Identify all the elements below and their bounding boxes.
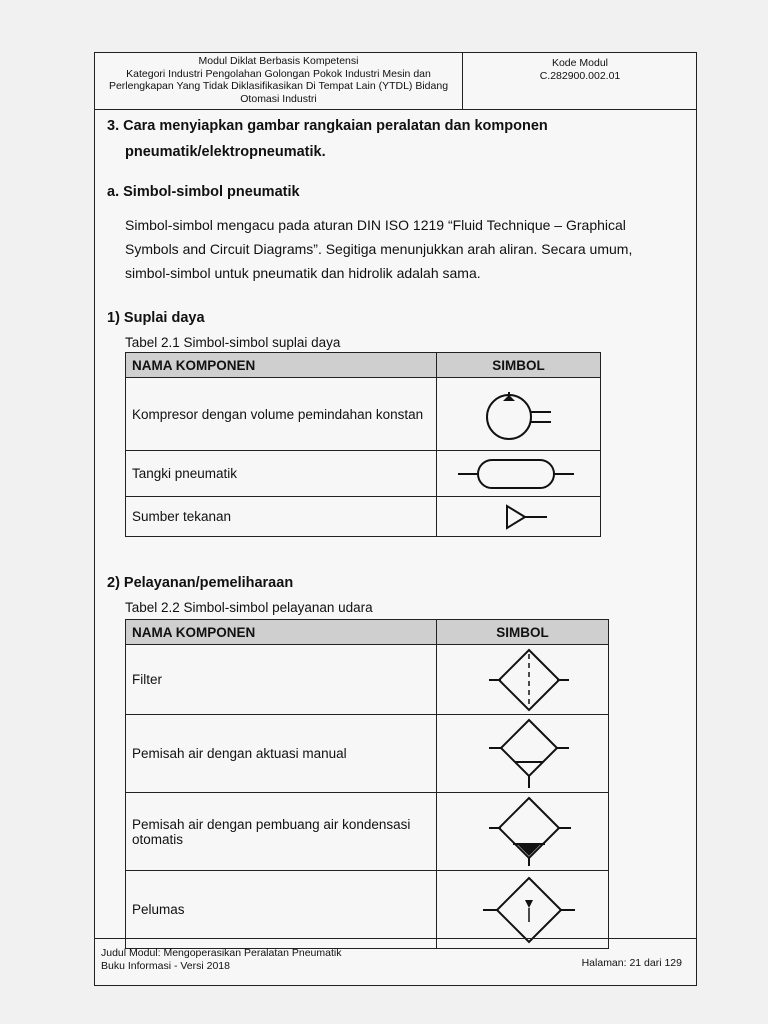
module-code-label: Kode Modul <box>551 57 609 69</box>
lubricator-symbol <box>437 871 609 949</box>
section-heading-line2: pneumatik/elektropneumatik. <box>125 144 326 160</box>
footer-module-info <box>101 947 341 972</box>
module-code-value: C.282900.002.01 <box>539 69 621 82</box>
table-row <box>126 793 609 871</box>
table2-caption: Tabel 2.2 Simbol-simbol pelayanan udara <box>125 600 373 615</box>
column-header-symbol: SIMBOL <box>437 353 601 378</box>
auto-water-separator-symbol <box>437 793 609 871</box>
page-number: Halaman: 21 dari 129 <box>581 957 682 969</box>
intro-paragraph <box>125 213 632 285</box>
component-name: Pemisah air dengan pembuang air kondensasi otomatis <box>126 793 437 871</box>
component-name: Pemisah air dengan aktuasi manual <box>126 715 437 793</box>
tank-symbol <box>437 451 601 497</box>
table-row <box>126 645 609 715</box>
table1-heading: 1) Suplai daya <box>107 310 205 326</box>
power-supply-table <box>125 352 601 537</box>
air-service-table <box>125 619 609 949</box>
subsection-heading: a. Simbol-simbol pneumatik <box>107 184 300 200</box>
section-heading-line1: 3. Cara menyiapkan gambar rangkaian peralatan dan komponen <box>107 118 548 134</box>
document-page <box>94 52 697 986</box>
component-name: Pelumas <box>126 871 437 949</box>
table-row <box>126 451 601 497</box>
component-name: Tangki pneumatik <box>126 451 437 497</box>
component-name: Filter <box>126 645 437 715</box>
column-header-symbol: SIMBOL <box>437 620 609 645</box>
pressure-source-symbol <box>437 497 601 537</box>
page-footer <box>95 938 696 985</box>
header-line: Kategori Industri Pengolahan Golongan Pokok Industri Mesin dan <box>126 67 431 80</box>
column-header-name: NAMA KOMPONEN <box>126 620 437 645</box>
page-header <box>95 53 696 110</box>
paragraph-line: simbol-simbol untuk pneumatik dan hidrolik adalah sama. <box>125 265 481 281</box>
module-code-box <box>464 53 696 109</box>
column-header-name: NAMA KOMPONEN <box>126 353 437 378</box>
table2-heading: 2) Pelayanan/pemeliharaan <box>107 575 294 591</box>
table-row <box>126 378 601 451</box>
paragraph-line: Simbol-simbol mengacu pada aturan DIN ISO 1219 “Fluid Technique – Graphical <box>125 217 626 233</box>
footer-edition: Buku Informasi - Versi 2018 <box>101 959 230 972</box>
header-line: Modul Diklat Berbasis Kompetensi <box>198 55 359 67</box>
module-header <box>95 53 463 109</box>
table-row <box>126 497 601 537</box>
table1-caption: Tabel 2.1 Simbol-simbol suplai daya <box>125 335 341 350</box>
section-heading <box>107 113 548 165</box>
table-row <box>126 715 609 793</box>
paragraph-line: Symbols and Circuit Diagrams”. Segitiga menunjukkan arah aliran. Secara umum, <box>125 241 633 257</box>
component-name: Sumber tekanan <box>126 497 437 537</box>
table-row <box>126 871 609 949</box>
header-line: Otomasi Industri <box>240 92 317 105</box>
header-line: Perlengkapan Yang Tidak Diklasifikasikan Di Tempat Lain (YTDL) Bidang <box>108 80 449 92</box>
footer-title: Judul Modul: Mengoperasikan Peralatan Pneumatik <box>101 947 342 959</box>
compressor-symbol <box>437 378 601 451</box>
manual-water-separator-symbol <box>437 715 609 793</box>
filter-symbol <box>437 645 609 715</box>
component-name: Kompresor dengan volume pemindahan konstan <box>126 378 437 451</box>
